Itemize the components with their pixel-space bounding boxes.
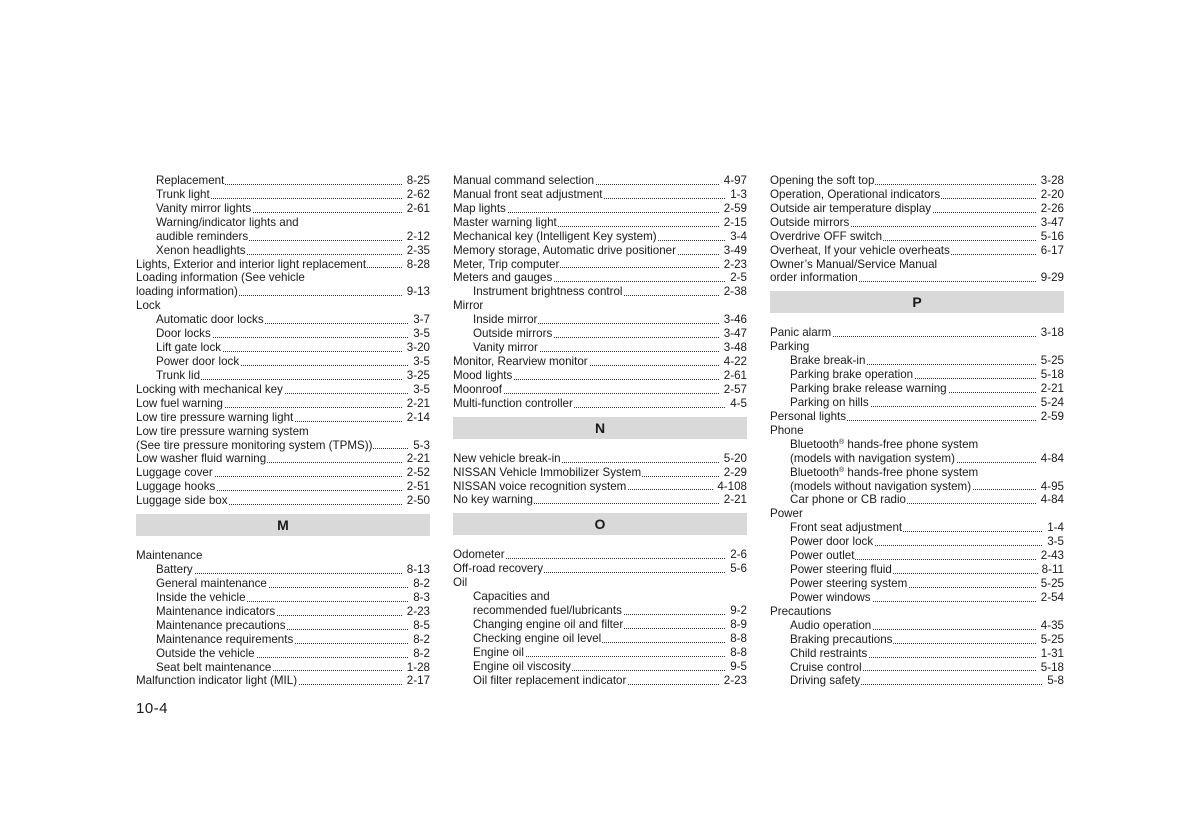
- entry-page-ref: 5-18: [1037, 661, 1064, 675]
- entry-page-ref: 4-108: [713, 480, 747, 494]
- index-entry: [136, 480, 430, 494]
- entry-text: Mechanical key (Intelligent Key system): [453, 229, 657, 243]
- entry-text: Meter, Trip computer: [453, 257, 560, 271]
- entry-page-ref: 8-3: [409, 591, 430, 605]
- entry-page-ref: 3-5: [1043, 535, 1064, 549]
- index-entry: [136, 439, 430, 453]
- index-entry: [770, 521, 1064, 535]
- index-entry: [453, 313, 747, 327]
- entry-text: Memory storage, Automatic drive positioner: [453, 243, 676, 257]
- index-entry: [770, 493, 1064, 507]
- entry-page-ref: 3-49: [720, 244, 747, 258]
- entry-page-ref: 2-35: [403, 244, 430, 258]
- entry-text: NISSAN voice recognition system: [453, 479, 627, 493]
- entry-text: Maintenance: [136, 549, 203, 563]
- entry-text: Locking with mechanical key: [136, 382, 283, 396]
- index-entry: [136, 383, 430, 397]
- entry-text: Instrument brightness control: [473, 285, 623, 299]
- index-entry: [136, 341, 430, 355]
- index-entry: [770, 549, 1064, 563]
- entry-page-ref: 4-5: [726, 397, 747, 411]
- entry-page-ref: 9-2: [726, 604, 747, 618]
- section-letter-header: O: [453, 513, 747, 535]
- entry-text: Map lights: [453, 201, 506, 215]
- entry-page-ref: 3-46: [720, 313, 747, 327]
- entry-page-ref: 2-61: [720, 369, 747, 383]
- entry-text: Monitor, Rearview monitor: [453, 354, 588, 368]
- index-entry: [453, 480, 747, 494]
- entry-text: Malfunction indicator light (MIL): [136, 674, 298, 688]
- entry-page-ref: 9-13: [403, 285, 430, 299]
- entry-page-ref: 3-7: [409, 313, 430, 327]
- entry-text: Manual command selection: [453, 174, 595, 187]
- entry-page-ref: 4-84: [1037, 452, 1064, 466]
- index-entry: [136, 647, 430, 661]
- entry-page-ref: 2-15: [720, 216, 747, 230]
- index-column-1: [136, 174, 430, 688]
- index-entry: [770, 396, 1064, 410]
- index-entry: [136, 494, 430, 508]
- index-entry: [770, 438, 1064, 452]
- entry-text: Xenon headlights: [156, 243, 246, 257]
- entry-text: Manual front seat adjustment: [453, 187, 603, 201]
- entry-page-ref: 8-2: [409, 577, 430, 591]
- entry-text: Power steering fluid: [790, 563, 892, 577]
- index-entry: [770, 340, 1064, 354]
- entry-text: Warning/indicator lights and: [156, 215, 299, 229]
- entry-page-ref: 4-97: [720, 174, 747, 188]
- index-entry: [770, 577, 1064, 591]
- entry-text: New vehicle break-in: [453, 451, 561, 465]
- entry-text: Precautions: [770, 604, 832, 618]
- entry-text: Engine oil: [473, 645, 524, 659]
- entry-text: Front seat adjustment: [790, 521, 903, 535]
- entry-page-ref: 3-18: [1037, 326, 1064, 340]
- index-entry: [770, 368, 1064, 382]
- page-number: 10-4: [136, 700, 169, 717]
- index-entry: [770, 466, 1064, 480]
- entry-text: Trunk light: [156, 187, 210, 201]
- entry-page-ref: 4-84: [1037, 493, 1064, 507]
- index-entry: [770, 424, 1064, 438]
- entry-text: (models with navigation system): [790, 451, 955, 465]
- index-entry: [770, 661, 1064, 675]
- entry-page-ref: 5-25: [1037, 354, 1064, 368]
- entry-text: audible reminders: [156, 229, 249, 243]
- entry-page-ref: 3-47: [1037, 216, 1064, 230]
- entry-text: Child restraints: [790, 646, 868, 660]
- entry-page-ref: 2-5: [726, 271, 747, 285]
- entry-text: Vanity mirror lights: [156, 201, 252, 215]
- entry-text: Outside air temperature display: [770, 201, 932, 215]
- entry-page-ref: 5-25: [1037, 633, 1064, 647]
- entry-page-ref: 2-21: [403, 397, 430, 411]
- entry-text: Cruise control: [790, 660, 862, 674]
- index-entry: [453, 202, 747, 216]
- index-entry: [453, 618, 747, 632]
- index-entry: [453, 590, 747, 604]
- entry-page-ref: 2-17: [403, 674, 430, 688]
- entry-page-ref: 2-52: [403, 466, 430, 480]
- entry-text: Oil: [453, 576, 468, 590]
- entry-page-ref: 8-11: [1038, 563, 1064, 577]
- entry-page-ref: 8-8: [726, 646, 747, 660]
- entry-text: Outside mirrors: [473, 327, 553, 341]
- index-entry: [453, 632, 747, 646]
- entry-text: Lights, Exterior and interior light replacement: [136, 257, 367, 271]
- entry-page-ref: 3-48: [720, 341, 747, 355]
- entry-text: Low fuel warning: [136, 396, 224, 410]
- entry-text: Checking engine oil level: [473, 631, 602, 645]
- entry-page-ref: 2-50: [403, 494, 430, 508]
- entry-page-ref: 3-5: [409, 355, 430, 369]
- entry-text: Operation, Operational indicators: [770, 187, 941, 201]
- index-entry: [453, 355, 747, 369]
- entry-text: Meters and gauges: [453, 271, 553, 285]
- index-entry: [770, 480, 1064, 494]
- entry-text: Lift gate lock: [156, 341, 222, 355]
- entry-page-ref: 5-16: [1037, 230, 1064, 244]
- index-entry: [136, 605, 430, 619]
- index-entry: [453, 230, 747, 244]
- entry-page-ref: 2-59: [720, 202, 747, 216]
- entry-page-ref: 2-23: [720, 258, 747, 272]
- entry-text: Power door lock: [156, 354, 240, 368]
- index-entry: [453, 646, 747, 660]
- entry-text: Lock: [136, 299, 161, 313]
- entry-page-ref: 8-25: [403, 174, 430, 188]
- index-entry: [453, 604, 747, 618]
- entry-text: Power steering system: [790, 576, 908, 590]
- index-entry: [770, 605, 1064, 619]
- entry-page-ref: 2-14: [403, 411, 430, 425]
- index-entry: [453, 327, 747, 341]
- entry-page-ref: 2-26: [1037, 202, 1064, 216]
- entry-text: Vanity mirror: [473, 341, 538, 355]
- index-entry: [770, 244, 1064, 258]
- entry-text: Opening the soft top: [770, 174, 875, 187]
- entry-page-ref: 2-51: [403, 480, 430, 494]
- entry-text: Audio operation: [790, 618, 872, 632]
- entry-text: Low tire pressure warning light: [136, 410, 294, 424]
- index-entry: [770, 452, 1064, 466]
- index-entry: [770, 507, 1064, 521]
- index-entry: [136, 327, 430, 341]
- entry-page-ref: 2-21: [1037, 382, 1064, 396]
- index-entry: [770, 202, 1064, 216]
- section-letter-header: P: [770, 291, 1064, 313]
- index-entry: [453, 216, 747, 230]
- entry-text: Replacement: [156, 174, 225, 187]
- entry-page-ref: 5-24: [1037, 396, 1064, 410]
- entry-text: Changing engine oil and filter: [473, 617, 624, 631]
- index-entry: [453, 660, 747, 674]
- entry-text: (See tire pressure monitoring system (TPMS)): [136, 438, 373, 452]
- entry-text: Door locks: [156, 327, 211, 341]
- entry-text: (models without navigation system): [790, 479, 972, 493]
- entry-page-ref: 3-20: [403, 341, 430, 355]
- entry-page-ref: 2-20: [1037, 188, 1064, 202]
- entry-page-ref: 8-9: [726, 618, 747, 632]
- entry-page-ref: 8-2: [409, 647, 430, 661]
- entry-text: Moonroof: [453, 382, 502, 396]
- entry-page-ref: 4-22: [720, 355, 747, 369]
- entry-page-ref: 1-3: [726, 188, 747, 202]
- entry-text: Outside the vehicle: [156, 646, 255, 660]
- index-entry: [770, 354, 1064, 368]
- entry-page-ref: 2-6: [726, 548, 747, 562]
- entry-page-ref: 2-54: [1037, 591, 1064, 605]
- entry-text: Brake break-in: [790, 354, 866, 368]
- entry-page-ref: 3-25: [403, 369, 430, 383]
- entry-text: Maintenance indicators: [156, 604, 276, 618]
- entry-page-ref: 5-8: [1043, 674, 1064, 688]
- entry-page-ref: 5-25: [1037, 577, 1064, 591]
- index-entry: [770, 230, 1064, 244]
- entry-text: Loading information (See vehicle: [136, 271, 305, 285]
- entry-text: Phone: [770, 423, 804, 437]
- index-entry: [136, 466, 430, 480]
- index-entry: [136, 174, 430, 188]
- entry-text: Oil filter replacement indicator: [473, 673, 627, 687]
- entry-page-ref: 8-5: [409, 619, 430, 633]
- index-entry: [453, 548, 747, 562]
- entry-text: Multi-function controller: [453, 396, 573, 410]
- entry-page-ref: 3-28: [1037, 174, 1064, 188]
- index-entry: [453, 466, 747, 480]
- entry-text: General maintenance: [156, 576, 267, 590]
- entry-page-ref: 2-38: [720, 285, 747, 299]
- index-entry: [136, 271, 430, 285]
- index-entry: [136, 425, 430, 439]
- entry-text: Luggage hooks: [136, 480, 216, 494]
- entry-text: Parking: [770, 340, 810, 354]
- index-entry: [453, 674, 747, 688]
- index-entry: [453, 493, 747, 507]
- entry-page-ref: 8-2: [409, 633, 430, 647]
- index-entry: [453, 341, 747, 355]
- index-entry: [453, 369, 747, 383]
- index-entry: [453, 383, 747, 397]
- entry-page-ref: 2-43: [1037, 549, 1064, 563]
- entry-page-ref: 5-20: [720, 452, 747, 466]
- index-entry: [136, 563, 430, 577]
- section-letter-header: M: [136, 514, 430, 536]
- entry-page-ref: 1-31: [1037, 647, 1064, 661]
- entry-text: order information: [770, 271, 858, 285]
- index-entry: [770, 410, 1064, 424]
- index-entry: [453, 285, 747, 299]
- entry-text: Bluetooth® hands-free phone system: [790, 437, 979, 451]
- entry-text: Mirror: [453, 299, 484, 313]
- entry-page-ref: 5-18: [1037, 368, 1064, 382]
- entry-text: Braking precautions: [790, 632, 893, 646]
- entry-text: loading information): [136, 285, 238, 299]
- index-entry: [136, 397, 430, 411]
- entry-page-ref: 2-21: [403, 452, 430, 466]
- entry-text: No key warning: [453, 493, 533, 507]
- index-entry: [770, 271, 1064, 285]
- index-entry: [136, 285, 430, 299]
- entry-text: Power outlet: [790, 549, 855, 563]
- entry-text: Odometer: [453, 548, 505, 562]
- entry-page-ref: 2-23: [403, 605, 430, 619]
- index-entry: [770, 258, 1064, 272]
- entry-text: Trunk lid: [156, 368, 201, 382]
- entry-text: Luggage side box: [136, 494, 228, 508]
- section-letter-header: N: [453, 417, 747, 439]
- index-entry: [136, 674, 430, 688]
- index-entry: [770, 382, 1064, 396]
- index-entry: [136, 661, 430, 675]
- entry-page-ref: 2-59: [1037, 410, 1064, 424]
- index-entry: [136, 452, 430, 466]
- entry-page-ref: 9-29: [1037, 271, 1064, 285]
- index-entry: [136, 188, 430, 202]
- index-entry: [453, 576, 747, 590]
- entry-text: Master warning light: [453, 215, 557, 229]
- index-entry: [136, 244, 430, 258]
- index-entry: [453, 452, 747, 466]
- entry-page-ref: 5-3: [409, 439, 430, 453]
- entry-page-ref: 3-5: [409, 383, 430, 397]
- entry-page-ref: 8-13: [403, 563, 430, 577]
- index-entry: [770, 174, 1064, 188]
- entry-text: Car phone or CB radio: [790, 493, 906, 507]
- dot-leader: [156, 573, 430, 574]
- entry-text: Off-road recovery: [453, 562, 543, 576]
- entry-page-ref: 8-28: [403, 258, 430, 272]
- entry-text: Owner’s Manual/Service Manual: [770, 257, 938, 271]
- entry-page-ref: 2-57: [720, 383, 747, 397]
- entry-page-ref: 2-12: [403, 230, 430, 244]
- index-column-2: [453, 174, 747, 688]
- entry-text: Driving safety: [790, 674, 861, 688]
- entry-page-ref: 6-17: [1037, 244, 1064, 258]
- entry-text: Inside mirror: [473, 313, 538, 327]
- index-entry: [453, 271, 747, 285]
- index-entry: [136, 216, 430, 230]
- index-entry: [136, 299, 430, 313]
- entry-text: Capacities and: [473, 590, 550, 604]
- index-entry: [770, 619, 1064, 633]
- entry-text: Bluetooth® hands-free phone system: [790, 465, 979, 479]
- entry-text: Power windows: [790, 590, 871, 604]
- entry-page-ref: 2-61: [403, 202, 430, 216]
- index-entry: [453, 258, 747, 272]
- entry-text: Inside the vehicle: [156, 590, 246, 604]
- entry-page-ref: 5-6: [726, 562, 747, 576]
- entry-text: Panic alarm: [770, 326, 832, 340]
- entry-page-ref: 4-35: [1037, 619, 1064, 633]
- entry-text: recommended fuel/lubricants: [473, 604, 622, 618]
- index-column-3: [770, 174, 1064, 688]
- entry-page-ref: 3-47: [720, 327, 747, 341]
- entry-text: Mood lights: [453, 368, 513, 382]
- index-entry: [136, 230, 430, 244]
- index-entry: [770, 326, 1064, 340]
- entry-text: Overdrive OFF switch: [770, 229, 883, 243]
- index-entry: [136, 591, 430, 605]
- entry-text: Automatic door locks: [156, 313, 264, 327]
- index-entry: [770, 647, 1064, 661]
- index-entry: [136, 258, 430, 272]
- index-entry: [136, 619, 430, 633]
- index-entry: [770, 188, 1064, 202]
- entry-text: Personal lights: [770, 409, 847, 423]
- index-entry: [136, 355, 430, 369]
- entry-text: Parking on hills: [790, 395, 869, 409]
- entry-page-ref: 2-29: [720, 466, 747, 480]
- index-entry: [770, 563, 1064, 577]
- entry-text: Overheat, If your vehicle overheats: [770, 243, 950, 257]
- entry-text: NISSAN Vehicle Immobilizer System: [453, 465, 642, 479]
- entry-text: Power: [770, 507, 803, 521]
- entry-text: Engine oil viscosity: [473, 659, 571, 673]
- index-entry: [136, 549, 430, 563]
- index-entry: [453, 174, 747, 188]
- entry-page-ref: 1-4: [1043, 521, 1064, 535]
- index-entry: [136, 633, 430, 647]
- entry-page-ref: 2-62: [403, 188, 430, 202]
- index-entry: [136, 411, 430, 425]
- entry-text: Parking brake release warning: [790, 382, 947, 396]
- index-entry: [770, 535, 1064, 549]
- index-entry: [453, 397, 747, 411]
- entry-page-ref: 2-21: [720, 493, 747, 507]
- entry-text: Luggage cover: [136, 466, 213, 480]
- entry-text: Battery: [156, 563, 193, 577]
- entry-page-ref: 1-28: [403, 661, 430, 675]
- index-entry: [453, 244, 747, 258]
- entry-text: Outside mirrors: [770, 215, 850, 229]
- index-entry: [453, 299, 747, 313]
- index-entry: [136, 369, 430, 383]
- index-entry: [770, 591, 1064, 605]
- index-entry: [136, 313, 430, 327]
- entry-page-ref: 3-5: [409, 327, 430, 341]
- entry-text: Low washer fluid warning: [136, 452, 267, 466]
- entry-text: Maintenance requirements: [156, 632, 294, 646]
- entry-text: Maintenance precautions: [156, 618, 286, 632]
- entry-text: Power door lock: [790, 535, 874, 549]
- entry-page-ref: 9-5: [726, 660, 747, 674]
- entry-page-ref: 3-4: [726, 230, 747, 244]
- index-entry: [770, 674, 1064, 688]
- entry-page-ref: 2-23: [720, 674, 747, 688]
- index-entry: [770, 633, 1064, 647]
- entry-text: Seat belt maintenance: [156, 660, 272, 674]
- entry-page-ref: 8-8: [726, 632, 747, 646]
- index-entry: [453, 188, 747, 202]
- index-entry: [136, 202, 430, 216]
- entry-text: Parking brake operation: [790, 368, 914, 382]
- index-entry: [136, 577, 430, 591]
- index-entry: [770, 216, 1064, 230]
- entry-page-ref: 4-95: [1037, 480, 1064, 494]
- index-entry: [453, 562, 747, 576]
- entry-text: Low tire pressure warning system: [136, 424, 309, 438]
